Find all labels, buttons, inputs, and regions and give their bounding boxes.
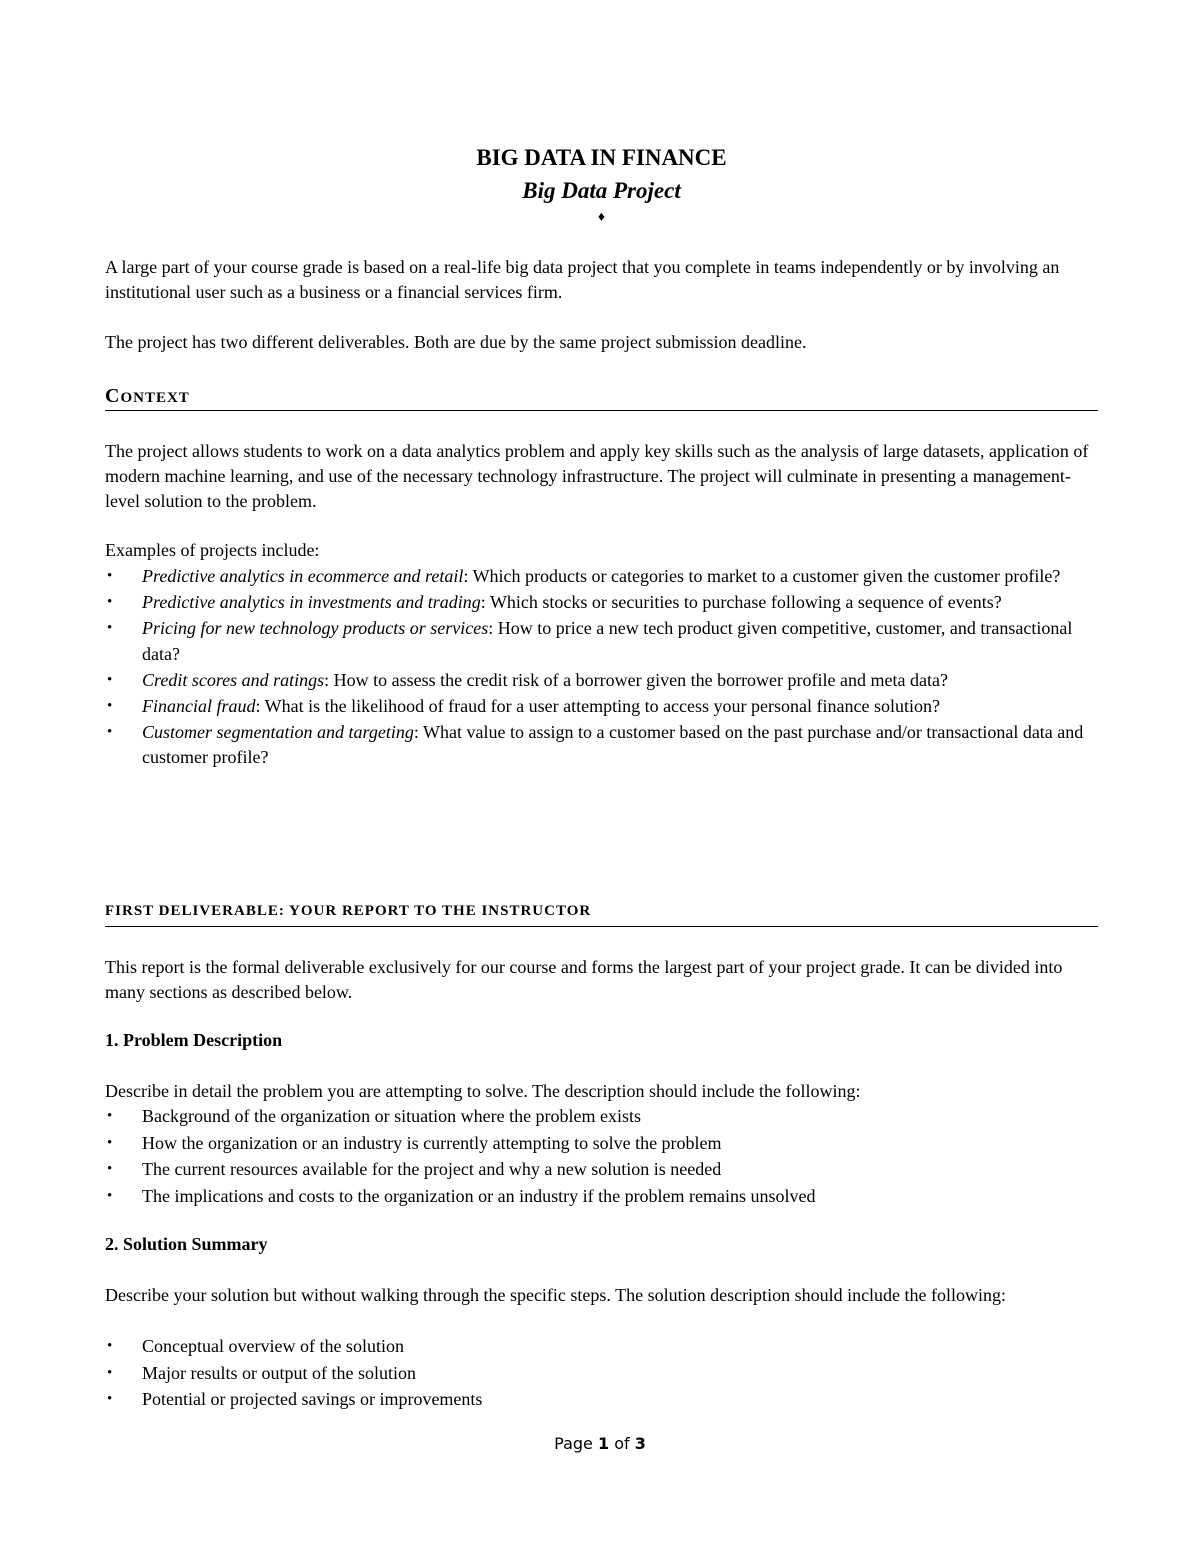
list-item: • Potential or projected savings or improvements bbox=[105, 1386, 1098, 1413]
bullet-icon: • bbox=[107, 620, 113, 636]
solution-summary-list bbox=[105, 1333, 1098, 1413]
document-subtitle: Big Data Project bbox=[522, 178, 681, 203]
list-item: • Financial fraud: What is the likelihood of fraud for a user attempting to access your personal finance solution? bbox=[105, 694, 1098, 720]
examples-list bbox=[105, 564, 1098, 771]
bullet-icon: • bbox=[107, 1338, 113, 1354]
first-deliverable-heading-rule bbox=[105, 926, 1098, 927]
problem-description-list bbox=[105, 1103, 1098, 1209]
bullet-icon: • bbox=[107, 594, 113, 610]
intro-paragraph-1: A large part of your course grade is based on a real-life big data project that you complete in teams independently or by involving an institutional user such as a business or a financial services firm. bbox=[105, 257, 1060, 302]
bullet-icon: • bbox=[107, 1134, 113, 1151]
first-deliverable-heading: FIRST DELIVERABLE: YOUR REPORT TO THE INSTRUCTOR bbox=[105, 903, 592, 919]
first-deliverable-paragraph: This report is the formal deliverable exclusively for our course and forms the largest part of your project grade. It can be divided into many sections as described below. bbox=[105, 957, 1063, 1002]
context-heading-rest: ONTEXT bbox=[120, 390, 190, 406]
list-item: • Credit scores and ratings: How to assess the credit risk of a borrower given the borrower profile and meta data? bbox=[105, 668, 1098, 694]
problem-description-intro: Describe in detail the problem you are attempting to solve. The description should include the following: bbox=[105, 1081, 861, 1101]
intro-paragraph-2: The project has two different deliverables. Both are due by the same project submission deadline. bbox=[105, 332, 807, 352]
bullet-icon: • bbox=[107, 1108, 113, 1124]
list-item: • The current resources available for the project and why a new solution is needed bbox=[105, 1156, 1098, 1183]
context-heading-initial: C bbox=[105, 385, 121, 407]
page-total: 3 bbox=[634, 1434, 646, 1453]
list-item: • Major results or output of the solution bbox=[105, 1360, 1098, 1387]
page-number: 1 bbox=[597, 1434, 610, 1453]
page-of-label: of bbox=[614, 1434, 630, 1453]
context-paragraph: The project allows students to work on a data analytics problem and apply key skills such as the analysis of large datasets, application of modern machine learning, and use of the necessary technology infrastructure. The project will culminate in presenting a management-level solution to the problem. bbox=[105, 441, 1089, 511]
problem-description-heading: 1. Problem Description bbox=[105, 1030, 283, 1050]
list-item: • Predictive analytics in ecommerce and retail: Which products or categories to market to a customer given the customer profile? bbox=[105, 564, 1098, 590]
page-footer bbox=[0, 1432, 1200, 1456]
bullet-icon: • bbox=[107, 1391, 113, 1407]
bullet-icon: • bbox=[107, 568, 113, 584]
solution-summary-intro: Describe your solution but without walking through the specific steps. The solution description should include the following: bbox=[105, 1285, 1007, 1305]
list-item: • Predictive analytics in investments and trading: Which stocks or securities to purchase following a sequence of events? bbox=[105, 590, 1098, 616]
context-heading bbox=[105, 384, 1098, 410]
list-item: • How the organization or an industry is currently attempting to solve the problem bbox=[105, 1130, 1098, 1157]
list-item: • Pricing for new technology products or services: How to price a new tech product given competitive, customer, and transactional data? bbox=[107, 618, 1073, 664]
bullet-icon: • bbox=[107, 723, 113, 740]
page-label: Page bbox=[554, 1434, 593, 1453]
context-heading-rule bbox=[105, 410, 1098, 411]
list-item: • Conceptual overview of the solution bbox=[105, 1333, 1098, 1360]
diamond-ornament: ♦ bbox=[597, 210, 606, 225]
list-item: • The implications and costs to the organization or an industry if the problem remains unsolved bbox=[105, 1183, 1098, 1210]
bullet-icon: • bbox=[107, 1161, 113, 1177]
solution-summary-heading: 2. Solution Summary bbox=[105, 1234, 268, 1254]
bullet-icon: • bbox=[107, 1364, 113, 1381]
examples-intro: Examples of projects include: bbox=[105, 540, 320, 560]
list-item: • Background of the organization or situation where the problem exists bbox=[105, 1103, 1098, 1130]
document-title: BIG DATA IN FINANCE bbox=[476, 145, 727, 170]
bullet-icon: • bbox=[107, 697, 113, 714]
list-item: • Customer segmentation and targeting: What value to assign to a customer based on the past purchase and/or transactional data and customer profile? bbox=[107, 721, 1084, 767]
bullet-icon: • bbox=[107, 1187, 113, 1204]
bullet-icon: • bbox=[107, 671, 113, 688]
